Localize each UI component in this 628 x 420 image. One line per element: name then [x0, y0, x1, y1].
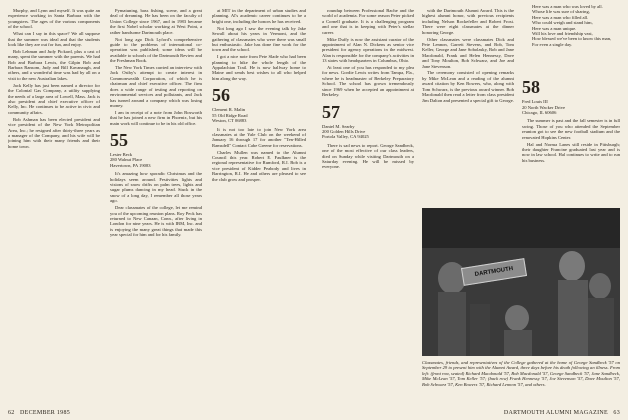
paragraph: Other classmates were classmates Dick and Pete Lennon, Garrett Stevens, and Bob, Tom Keller, George and Jane Sobolasky, Bob and Jane Macdonald, Frank and Helen Hennessy, Dave and Tony Moulton, Bob Schwarz, and Joe and Jane Stevenson.	[422, 36, 514, 69]
poem-line: Who could weigh and stand him,	[532, 20, 593, 26]
secretary-name: Clement R. Malin	[212, 107, 246, 113]
poem-line: For even a single day.	[532, 41, 573, 47]
paragraph: At least one of you has responded to my plea for news. Gordie Lewis writes from Tampa, Fla., where he is headmaster of Berkeley Preparatory School. The school has grown tremendously since 1969 when he accepted an appointment at Berkeley.	[322, 65, 414, 98]
left-column-2	[110, 8, 202, 406]
paragraph: Mike Duffy is now the assistant curator of the appointment of Alan N. Dickens as senior vice president for agency operations in the midwest. Alan is responsible for the company's activities in 13 states with headquarters in Columbus, Ohio.	[322, 36, 414, 64]
right-column-2	[422, 8, 514, 208]
paragraph: Bob Ashman has been elected president and vice president of the New York Metropolitan Area, Inc.; he resigned after thirty-three years as a manager of the Company, and his wife will be joining him with their many friends and their home town.	[8, 116, 100, 149]
poem-line: Here was a man unique.	[532, 25, 577, 31]
paragraph: with the Dartmouth Alumni Award. This is the highest alumni honor, with previous recipients including Nelson Rockefeller and Robert Frost. There were eight classmates at the dinner honoring George.	[422, 8, 514, 35]
page-number: 63	[613, 410, 620, 416]
paragraph: at MIT in the department of urban studies and planning. Al's academic career continues to be a bright one, including the honors he has received.	[212, 8, 306, 24]
address-line: 55 Old Ridge Road	[212, 112, 248, 118]
paragraph: There is sad news to report. George Sandbeck, one of the most effective of our class leaders, died on Sunday while visiting Dartmouth on a Saturday evening. He will be missed by everyone.	[322, 142, 414, 170]
class-secretary-address	[110, 152, 202, 168]
poem-line: Whose life was sure of sharing,	[532, 9, 590, 15]
magazine-title: DARTMOUTH ALUMNI MAGAZINE	[503, 410, 608, 416]
address-line: Havertown, PA 19083	[110, 162, 151, 168]
poem-line: Will his love and friendship vast,	[532, 31, 593, 37]
paragraph: The summer is past and the fall semester is in full swing. Those of you who attended the September reunion got to see the new football stadium and the renovated Hopkins Center.	[522, 118, 620, 140]
address-line: Weston, CT 06883	[212, 118, 247, 124]
class-year-heading: 55	[110, 130, 128, 151]
poem-line: Here was a man who filled all.	[532, 14, 589, 20]
left-column-3	[212, 8, 306, 406]
secretary-name: Lester Beck	[110, 152, 133, 158]
paragraph: I got a nice note from Pete Slade who had been planning to hike the whole length of the Appalachian Trail. He is now halfway home to Maine and sends best wishes to all who helped him along the way.	[212, 54, 306, 81]
paragraph: The ceremony consisted of opening remarks by Mike McLean and a reading of the alumni award citation by Ken Bowers, who, along with Tom Schwarz, is the previous award winner. Bob Macdonald then read a letter from class president Jim Dalton and presented a special gift to George.	[422, 70, 514, 103]
poem	[522, 4, 620, 47]
paragraph: Murphy, and Lynn and myself. It was quite an experience working in Santa Barbara with the youngsters. The ages of the various components of the school.	[8, 8, 100, 30]
secretary-name: Fred Louis III	[522, 99, 548, 105]
poem-line: How blessed we've been to know this man,	[532, 36, 612, 42]
address-line: Chicago, IL 60606	[522, 110, 557, 116]
paragraph: It's amazing how sporadic Christmas and the holidays seem around. Festivities lights and visions of snow drifts on palm trees, lights and sugar plums dancing in my head. Stuck in the snow of a long day, I remember all those years ago.	[110, 171, 202, 204]
address-line: Portola Valley, CA 94025	[322, 134, 369, 140]
class-secretary-address	[522, 99, 620, 115]
paragraph: Jack Kelly has just been named a director for the Colonial Gas Company, a utility supplying the needs of a large area of Lowell, Mass. Jack is also president and chief executive officer of Kelly, Inc. He continues to be active in civic and community affairs.	[8, 82, 100, 115]
group-photograph	[422, 208, 620, 356]
paragraph: The New York Times carried an interview with Jack Ostby's attempt to create interest in Commonwealth Corporation, of which he is chairman and chief executive officer. The firm does a wide range of testing and reporting on environmental services and pollutants, and Jack has turned around a company which was losing money.	[110, 65, 202, 108]
right-column-1	[322, 8, 414, 406]
left-column-1	[8, 8, 100, 406]
paragraph: What can I say in this space? We all suppose that the summer was ideal and that the students look like they are out for fun, and enjoy.	[8, 31, 100, 47]
photo-scene	[422, 208, 620, 356]
address-line: 280 Walnut Place	[110, 157, 143, 163]
photo-caption: Classmates, friends, and representatives of the College gathered at the home of George Sandbeck '57 on September 29 to present him with the Alumni Award, three days before his death following an illness. From left: (front row, seated) Richard Macdonald '57, Bob Macdonald '57, George Sandbeck '57, Jane Sandbeck, Mike McLean '57, Tom Keller '57; (back row) Frank Hennessy '57, Joe Stevenson '57, Dave Moulton '57, Bob Schwarz '57, Ken Bowers '57, Richard Lennon '57, and others.	[422, 360, 620, 387]
secretary-name: Daniel M. Searby	[322, 123, 355, 129]
paragraph: I am in receipt of a note from John Bosworth that he has joined a new firm in Phoenix, but his main work will continue to be in his old office.	[110, 109, 202, 126]
paragraph: Charles Mullen was named to the Alumni Council this year. Robert E. Faulkner is the regional representative for Rumford, R.I. Bob is a vice president of Kidder Peabody and lives in Barrington, R.I. He and others are pleased to see the club grow and prosper.	[212, 149, 306, 182]
right-page	[314, 0, 628, 420]
paragraph: Bob Lehman and Judy Pickard, plus a cast of many, spent the summer with the parents. We had Bob and Barbara Lewis, the Gilpin Bob and Barbara Ransom, Judy and Bill Kavanaugh, and others, and a wonderful time was had by all on a visit to the new Australian lakes.	[8, 48, 100, 81]
address-line: 200 Golden Hills Drive	[322, 128, 366, 134]
class-year-heading: 57	[322, 101, 340, 122]
address-line: 20 North Wacker Drive	[522, 104, 566, 110]
class-year-heading: 58	[522, 77, 540, 98]
paragraph: roundup between Professional Bache and the world of academia. For some reason Peter picked a Cornell graduate. It is a challenging program and one that is in keeping with Peter's stellar career.	[322, 8, 414, 35]
poem-line: Here was a man who was loved by all.	[532, 4, 603, 9]
paragraph: Hal and Norma Lanes still reside in Pittsburgh; their daughter Francine graduated last year and is now in law school. Hal continues to write and to run his business.	[522, 141, 620, 163]
dartmouth-sign: DARTMOUTH	[461, 258, 527, 286]
paragraph: Pymatuning, bass fishing, scene, and a great deal of dreaming. He has been on the faculty of Union College since 1967, and in 1983 became the first Nobel scholar working at West Point, a rather handsome Dartmouth place.	[110, 8, 202, 35]
paragraph: Not long ago Dick Lyford's comprehensive guide to the problems of international co-operation was published; some ideas will be available to schools of the Dartmouth Review and the Freshman Book.	[110, 36, 202, 64]
right-column-3	[522, 4, 620, 219]
paragraph: Not long ago I saw the evening talk by Jake Sewall about his years in Vermont, and the gathering of classmates who were there was small but enthusiastic. Jake has done fine work for the town and the school.	[212, 25, 306, 53]
page-folio	[504, 410, 620, 416]
paragraph: Dear classmates of the college, let me remind you of the upcoming reunion plans. Roy Peck has returned to New Canaan, Conn., after living in London for nine years. He is with IBM, Inc. and is enjoying the many great things that made this year special for him and for his family.	[110, 205, 202, 238]
issue-date: DECEMBER 1985	[20, 410, 71, 416]
paragraph: It is not too late to join New York area classmates at the Yale Club on the weekend of January 16 through 17 for another "Ten-Hilled Ramsdell" Contact Cabe Greene for reservations.	[212, 126, 306, 148]
class-year-heading: 56	[212, 85, 230, 106]
page-folio	[8, 410, 70, 416]
class-secretary-address	[212, 107, 306, 123]
page-number: 62	[8, 410, 15, 416]
class-secretary-address	[322, 124, 414, 140]
